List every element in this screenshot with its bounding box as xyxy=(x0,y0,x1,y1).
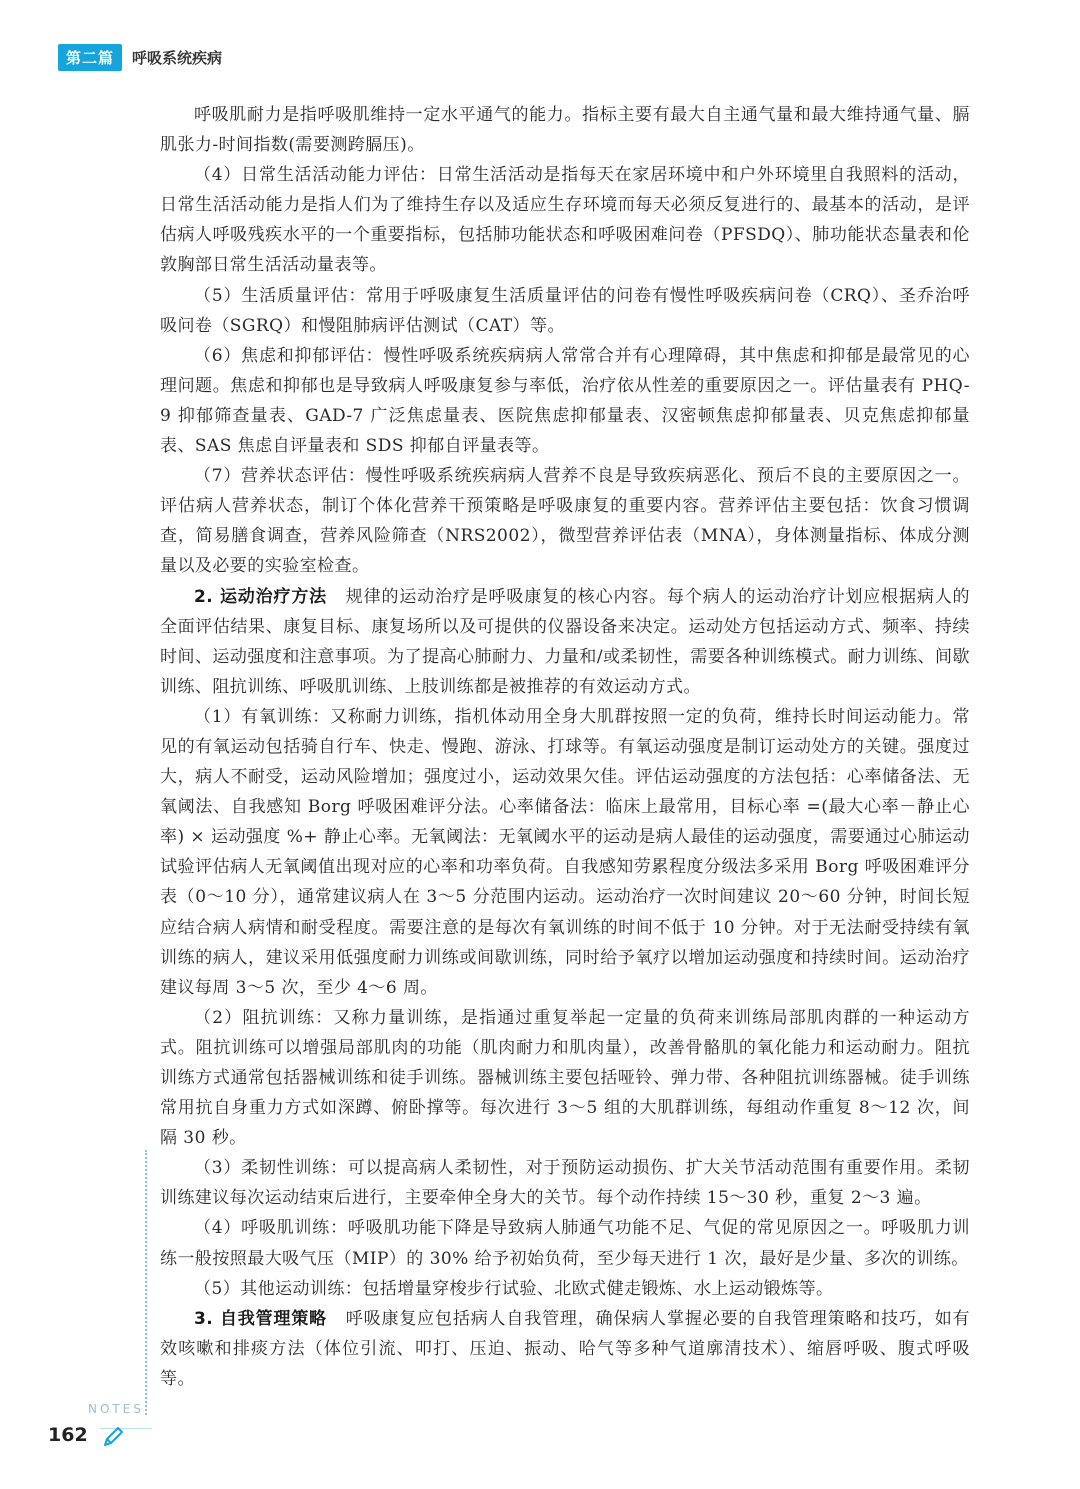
paragraph: （4）日常生活活动能力评估：日常生活活动是指每天在家居环境中和户外环境里自我照料的活动，日常生活活动能力是指人们为了维持生存以及适应生存环境而每天必须反复进行的、最基本的活动，是评估病人呼吸残疾水平的一个重要指标，包括肺功能状态和呼吸困难问卷（PFSDQ）、肺功能状态量表和伦敦胸部日常生活活动量表等。 xyxy=(160,165,970,276)
paragraph: （1）有氧训练：又称耐力训练，指机体动用全身大肌群按照一定的负荷，维持长时间运动能力。常见的有氧运动包括骑自行车、快走、慢跑、游泳、打球等。有氧运动强度是制订运动处方的关键。强度过大，病人不耐受，运动风险增加；强度过小，运动效果欠佳。评估运动强度的方法包括：心率储备法、无氧阈法、自我感知 Borg 呼吸困难评分法。心率储备法：临床上最常用，目标心率 =(最大心率－静止心率) × 运动强度 %+ 静止心率。无氧阈法：无氧阈水平的运动是病人最佳的运动强度，需要通过心肺运动试验评估病人无氧阈值出现对应的心率和功率负荷。自我感知劳累程度分级法多采用 Borg 呼吸困难评分表（0～10 分），通常建议病人在 3～5 分范围内运动。运动治疗一次时间建议 20～60 分钟，时间长短应结合病人病情和耐受程度。需要注意的是每次有氧训练的时间不低于 10 分钟。对于无法耐受持续有氧训练的病人，建议采用低强度耐力训练或间歇训练，同时给予氧疗以增加运动强度和持续时间。运动治疗建议每周 3～5 次，至少 4～6 周。 xyxy=(160,706,970,998)
body-text xyxy=(160,100,970,1394)
section-heading: 3. 自我管理策略 xyxy=(194,1308,328,1329)
paragraph: （7）营养状态评估：慢性呼吸系统疾病病人营养不良是导致疾病恶化、预后不良的主要原因之一。评估病人营养状态，制订个体化营养干预策略是呼吸康复的重要内容。营养评估主要包括：饮食习惯调查，简易膳食调查，营养风险筛查（NRS2002），微型营养评估表（MNA），身体测量指标、体成分测量以及必要的实验室检查。 xyxy=(160,466,970,577)
paragraph xyxy=(160,1304,970,1394)
notes-margin-line xyxy=(145,1150,147,1415)
paragraph: （5）生活质量评估：常用于呼吸康复生活质量评估的问卷有慢性呼吸疾病问卷（CRQ）、圣乔治呼吸问卷（SGRQ）和慢阻肺病评估测试（CAT）等。 xyxy=(160,285,970,336)
pencil-icon xyxy=(100,1424,126,1450)
paragraph-text: 呼吸康复应包括病人自我管理，确保病人掌握必要的自我管理策略和技巧，如有效咳嗽和排痰方法（体位引流、叩打、压迫、振动、哈气等多种气道廓清技术）、缩唇呼吸、腹式呼吸等。 xyxy=(160,1308,970,1389)
chapter-title: 呼吸系统疾病 xyxy=(132,48,223,67)
page-number: 162 xyxy=(48,1424,88,1446)
paragraph: （3）柔韧性训练：可以提高病人柔韧性，对于预防运动损伤、扩大关节活动范围有重要作用。柔韧训练建议每次运动结束后进行，主要牵伸全身大的关节。每个动作持续 15～30 秒，重复 2～3 遍。 xyxy=(160,1158,970,1209)
section-heading: 2. 运动治疗方法 xyxy=(194,586,328,607)
notes-label: NOTES xyxy=(88,1402,144,1416)
page-header xyxy=(58,44,222,70)
paragraph: （2）阻抗训练：又称力量训练，是指通过重复举起一定量的负荷来训练局部肌肉群的一种运动方式。阻抗训练可以增强局部肌肉的功能（肌肉耐力和肌肉量），改善骨骼肌的氧化能力和运动耐力。阻抗训练方式通常包括器械训练和徒手训练。器械训练主要包括哑铃、弹力带、各种阻抗训练器械。徒手训练常用抗自身重力方式如深蹲、俯卧撑等。每次进行 3～5 组的大肌群训练，每组动作重复 8～12 次，间隔 30 秒。 xyxy=(160,1007,970,1149)
paragraph: （6）焦虑和抑郁评估：慢性呼吸系统疾病病人常常合并有心理障碍，其中焦虑和抑郁是最常见的心理问题。焦虑和抑郁也是导致病人呼吸康复参与率低，治疗依从性差的重要原因之一。评估量表有 PHQ-9 抑郁筛查量表、GAD-7 广泛焦虑量表、医院焦虑抑郁量表、汉密顿焦虑抑郁量表、贝克焦虑抑郁量表、SAS 焦虑自评量表和 SDS 抑郁自评量表等。 xyxy=(160,345,970,457)
paragraph: （4）呼吸肌训练：呼吸肌功能下降是导致病人肺通气功能不足、气促的常见原因之一。呼吸肌力训练一般按照最大吸气压（MIP）的 30% 给予初始负荷，至少每天进行 1 次，最好是少量、多次的训练。 xyxy=(160,1218,970,1269)
paragraph: 呼吸肌耐力是指呼吸肌维持一定水平通气的能力。指标主要有最大自主通气量和最大维持通气量、膈肌张力-时间指数(需要测跨膈压)。 xyxy=(160,105,970,156)
paragraph-text: 规律的运动治疗是呼吸康复的核心内容。每个病人的运动治疗计划应根据病人的全面评估结果、康复目标、康复场所以及可提供的仪器设备来决定。运动处方包括运动方式、频率、持续时间、运动强度和注意事项。为了提高心肺耐力、力量和/或柔韧性，需要各种训练模式。耐力训练、间歇训练、阻抗训练、呼吸肌训练、上肢训练都是被推荐的有效运动方式。 xyxy=(160,586,970,697)
part-tag: 第二篇 xyxy=(58,44,122,71)
paragraph: （5）其他运动训练：包括增量穿梭步行试验、北欧式健走锻炼、水上运动锻炼等。 xyxy=(194,1278,834,1299)
paragraph xyxy=(160,582,970,702)
